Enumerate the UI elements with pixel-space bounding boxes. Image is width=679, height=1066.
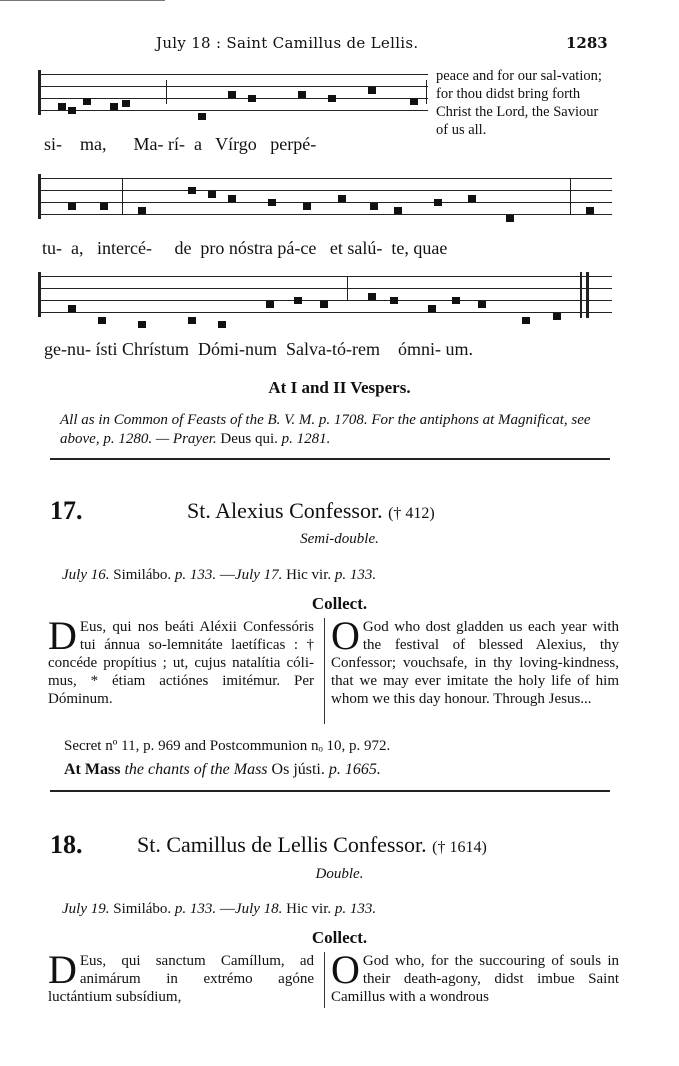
chant-lyrics-3: ge-nu- ísti Chrístum Dómi-num Salva-tó-rem ómni- um. — [44, 339, 473, 359]
feast-17-mass: At Mass the chants of the Mass Os jústi. p. 1665. — [64, 761, 381, 778]
feast-17-secret: Secret nº 11, p. 969 and Postcommunion nₒ 10, p. 972. — [64, 738, 391, 754]
vespers-note: All as in Common of Feasts of the B. V. M. p. 1708. For the antiphons at Magnificat, see above, p. 1280. — Prayer. Deus qui. p. 1281. — [60, 412, 591, 447]
feast-18-collect-heading: Collect. — [311, 928, 368, 947]
page-number: 1283 — [566, 34, 608, 52]
feast-18-collect-latin: D Eus, qui sanctum Camíllum, ad animárum in extrémo agóne luctántium subsídium, — [48, 947, 314, 1005]
chant-translation: peace and for our sal-vation; for thou didst bring forth Christ the Lord, the Saviour of us all. — [436, 68, 602, 138]
chant-lyrics-1: si- ma, Ma- rí- a Vírgo perpé- — [44, 134, 317, 154]
feast-17-title: St. Alexius Confessor. († 412) — [187, 498, 435, 523]
running-title: July 18 : Saint Camillus de Lellis. — [156, 34, 419, 52]
feast-17-rank: Semi-double. — [300, 531, 379, 547]
vespers-heading: At I and II Vespers. — [268, 378, 411, 397]
feast-18-number: 18. — [50, 830, 83, 859]
feast-17-collect-heading: Collect. — [311, 594, 368, 613]
feast-17-collect-english: O God who dost gladden us each year with the festival of blessed Alexius, thy Confessor; vouchsafe, in thy loving-kindness, that we may ever imitate the holy life of him whom we this day honour. Through Jesus... — [324, 618, 619, 724]
feast-18-title: St. Camillus de Lellis Confessor. († 1614) — [137, 832, 487, 857]
feast-18-rank: Double. — [315, 866, 364, 882]
feast-17-number: 17. — [50, 496, 83, 525]
feast-17-refs: July 16. Similábo. p. 133. —July 17. Hic vir. p. 133. — [62, 567, 377, 583]
feast-18-refs: July 19. Similábo. p. 133. —July 18. Hic vir. p. 133. — [62, 901, 377, 917]
feast-18-collect-english: O God who, for the succouring of souls in their death-agony, didst imbue Saint Camillus with a wondrous — [324, 952, 619, 1008]
chant-lyrics-2: tu- a, intercé- de pro nóstra pá-ce et salú- te, quae — [42, 238, 448, 258]
feast-17-collect-latin: D Eus, qui nos beáti Aléxii Confessóris tui ánnua so-lemnitáte laetíficas : † concéde propítius ; ut, cujus natalítia cóli-mus, * étiam actiónes imitémur. Per Dóminum. — [48, 613, 314, 707]
top-rule — [0, 0, 165, 1]
section-rule-2 — [50, 790, 610, 792]
section-rule-1 — [50, 458, 610, 460]
